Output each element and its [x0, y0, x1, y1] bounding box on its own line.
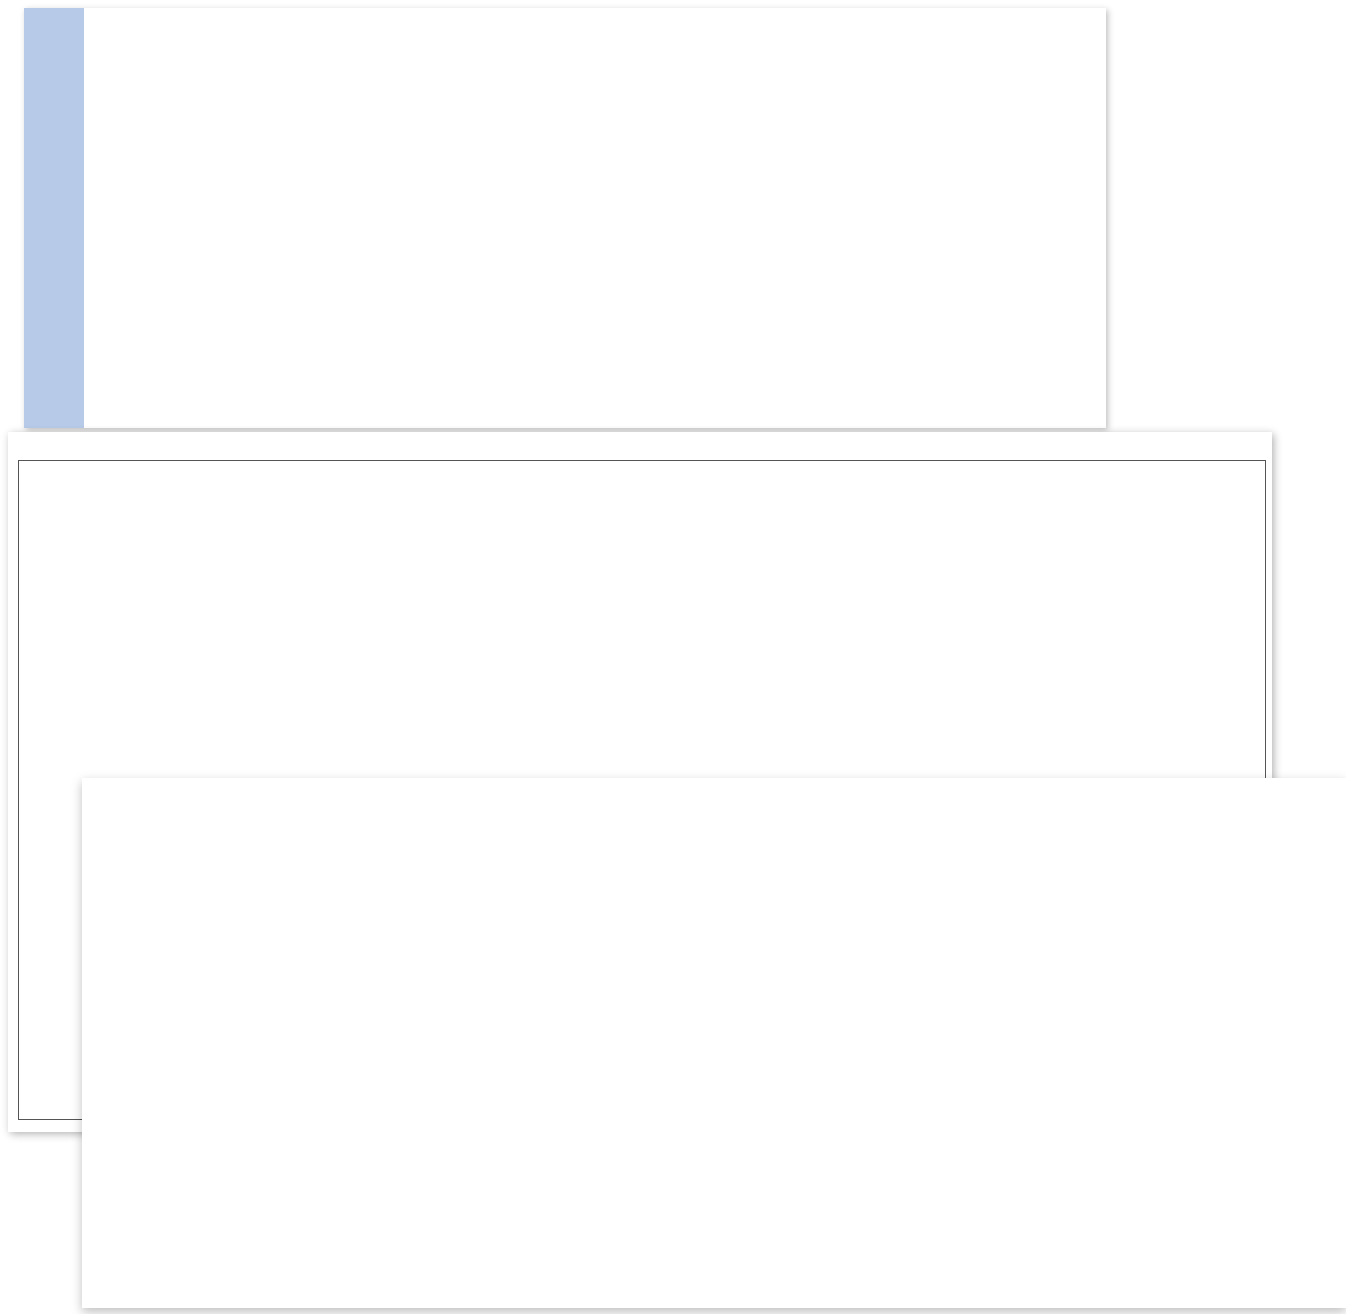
top-panel: [24, 8, 1106, 428]
detail-panel: [82, 778, 1346, 1308]
side-tab: [24, 8, 84, 428]
top-form: [84, 8, 1106, 428]
